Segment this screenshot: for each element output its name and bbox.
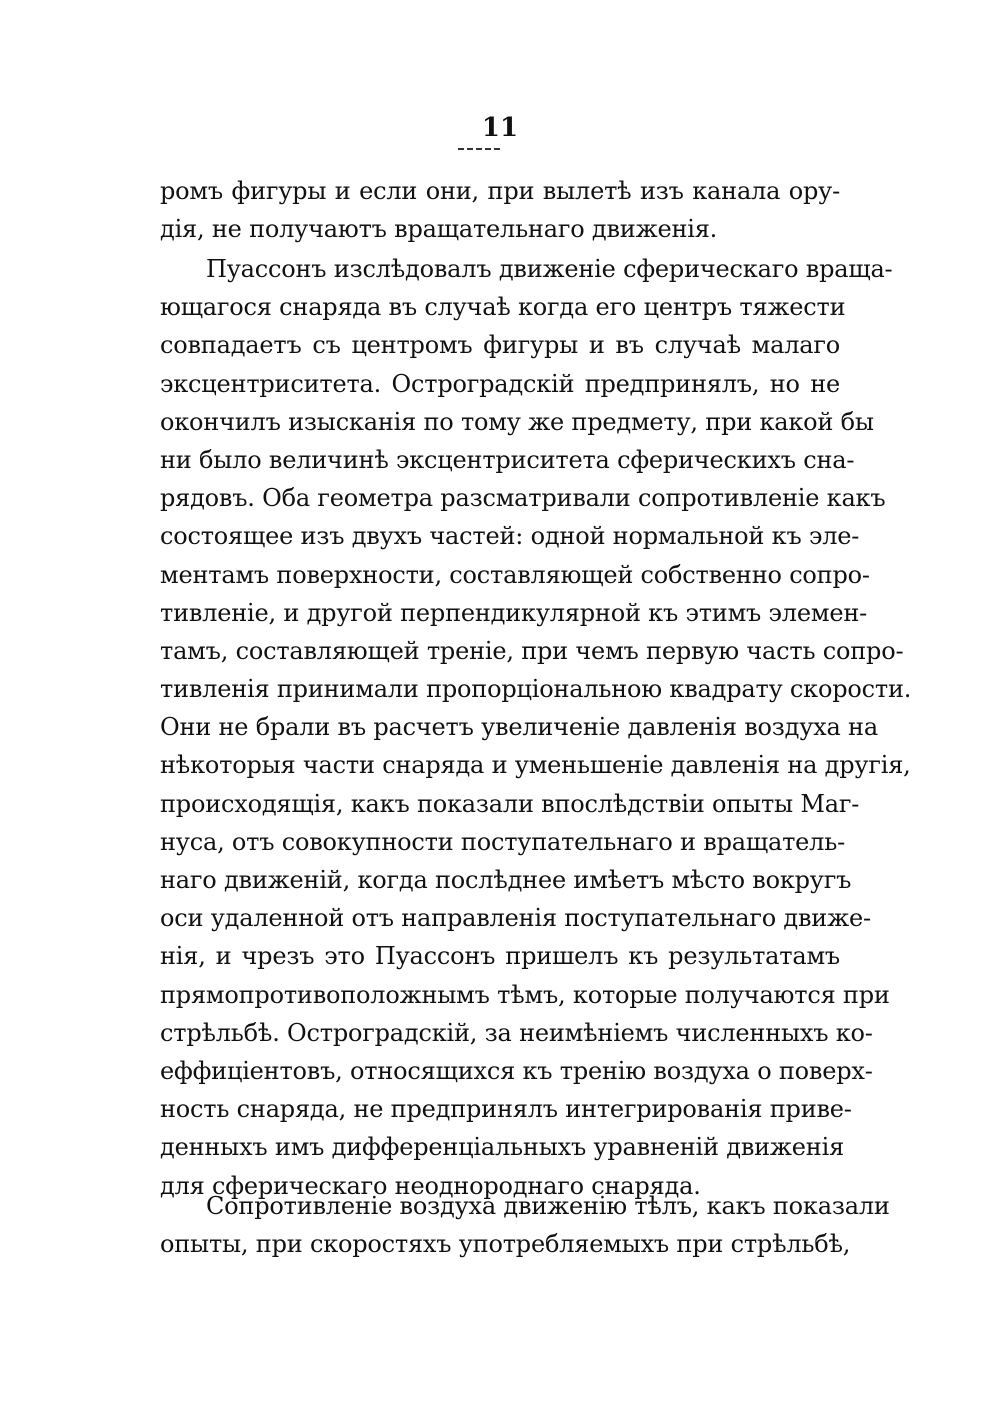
text-line: стрѣльбѣ. Остроградскій, за неимѣніемъ численныхъ ко- [160, 1018, 873, 1047]
text-line: состоящее изъ двухъ частей: одной нормальной къ эле- [160, 522, 860, 551]
text-line: для сферическаго неоднороднаго снаряда. [160, 1171, 701, 1200]
paragraph-2 [160, 250, 912, 1205]
text-line: эксцентриситета. Остроградскій предпринялъ, но не [160, 369, 840, 398]
text-line: ющагося снаряда въ случаѣ когда его центръ тяжести [160, 293, 846, 322]
text-line: ромъ фигуры и если они, при вылетѣ изъ канала ору- [160, 177, 840, 205]
text-line: тивленіе, и другой перпендикулярной къ этимъ элемен- [160, 598, 868, 627]
text-line: прямопротивоположнымъ тѣмъ, которые получаются при [160, 980, 890, 1009]
text-line: нія, и чрезъ это Пуассонъ пришелъ къ результатамъ [160, 942, 840, 971]
text-line: рядовъ. Оба геометра разсматривали сопротивленіе какъ [160, 484, 886, 513]
page-number-rule [458, 148, 500, 150]
text-line: денныхъ имъ дифференціальныхъ уравненій движенія [160, 1133, 845, 1162]
text-line: еффиціентовъ, относящихся къ тренію воздуха о поверх- [160, 1056, 873, 1085]
text-line: дія, не получаютъ вращательнаго движенія. [160, 215, 718, 244]
text-line: совпадаетъ съ центромъ фигуры и въ случаѣ малаго [160, 331, 840, 360]
text-line: тамъ, составляющей треніе, при чемъ первую часть сопро- [160, 636, 904, 665]
text-line: наго движеній, когда послѣднее имѣетъ мѣсто вокругъ [160, 866, 852, 894]
page-number: 11 [481, 113, 519, 143]
text-line: опыты, при скоростяхъ употребляемыхъ при стрѣльбѣ, [160, 1230, 851, 1259]
text-line: нѣкоторыя части снаряда и уменьшеніе давленія на другія, [160, 751, 911, 780]
text-line: тивленія принимали пропорціональною квадрату скорости. [160, 675, 912, 704]
text-line: окончилъ изысканія по тому же предмету, при какой бы [160, 407, 874, 436]
text-line: нуса, отъ совокупности поступательнаго и вращатель- [160, 827, 845, 856]
text-line: ментамъ поверхности, составляющей собственно сопро- [160, 560, 870, 589]
text-line: Пуассонъ изслѣдовалъ движеніе сферическаго враща- [206, 255, 893, 283]
paragraph-3 [160, 1187, 890, 1263]
text-line: Сопротивленіе воздуха движенію тѣлъ, какъ показали [206, 1192, 890, 1220]
text-line: происходящія, какъ показали впослѣдствіи опыты Маг- [160, 789, 860, 818]
paragraph-1 [160, 172, 840, 248]
text-line: оси удаленной отъ направленія поступательнаго движе- [160, 904, 871, 933]
text-line: ни было величинѣ эксцентриситета сферическихъ сна- [160, 445, 855, 474]
text-line: ность снаряда, не предпринялъ интегрированія приве- [160, 1095, 852, 1124]
text-line: Они не брали въ расчетъ увеличеніе давленія воздуха на [160, 713, 878, 742]
